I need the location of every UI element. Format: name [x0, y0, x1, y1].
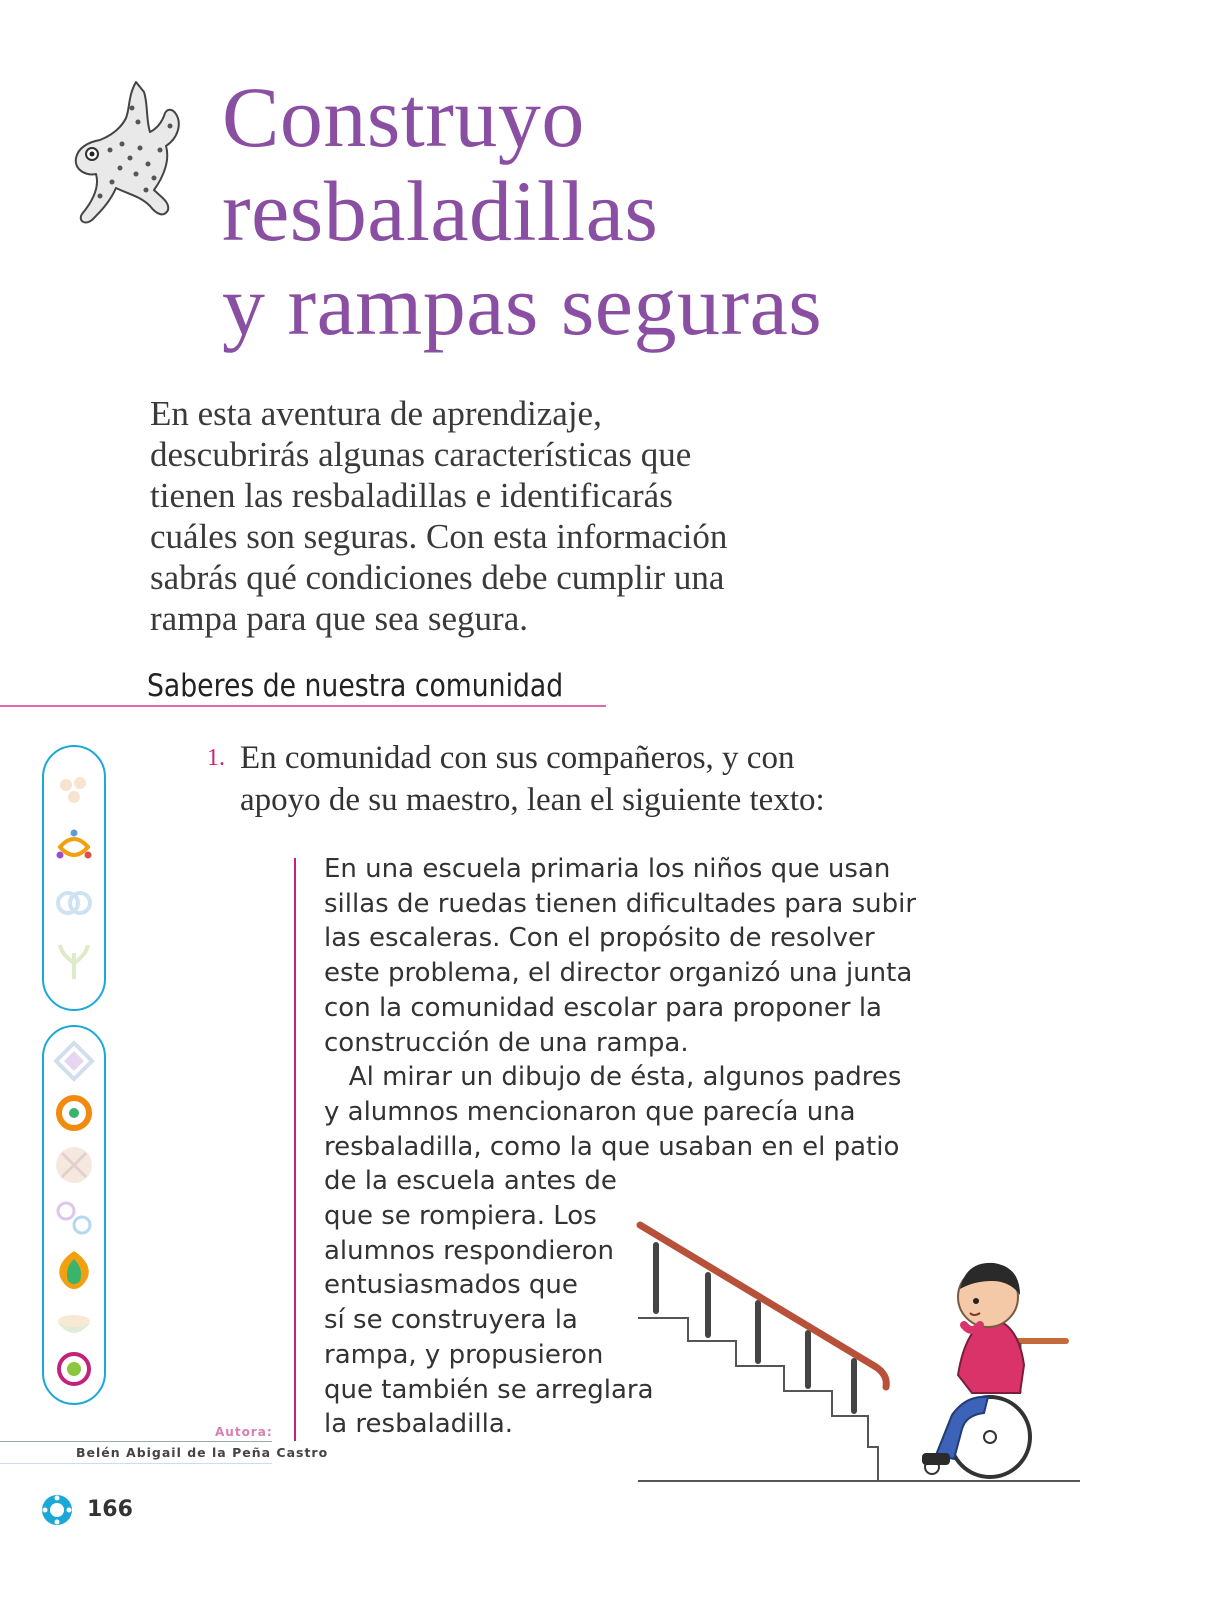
reading-line: En una escuela primaria los niños que usan: [324, 854, 891, 884]
reading-accent-bar: [294, 858, 296, 1441]
reading-line: y alumnos mencionaron que parecía una: [324, 1096, 856, 1127]
title-line: y rampas seguras: [222, 257, 823, 353]
plant-icon: [52, 939, 96, 983]
jaguar-illustration: [70, 78, 185, 233]
section-heading: Saberes de nuestra comunidad: [147, 668, 564, 704]
spiral-ring-icon: [52, 1091, 96, 1135]
reading-line: la resbaladilla.: [324, 1409, 514, 1440]
leaf-cluster-icon: [52, 769, 96, 813]
reading-line: las escaleras. Con el propósito de resolver: [324, 923, 875, 954]
intro-line: rampa para que sea segura.: [150, 599, 528, 638]
intro-line: sabrás qué condiciones debe cumplir una: [150, 558, 725, 597]
title-line: Construyo: [222, 69, 585, 165]
author-name: Belén Abigail de la Peña Castro: [76, 1445, 329, 1460]
reading-line: este problema, el director organizó una junta: [324, 958, 913, 989]
activity-line: apoyo de su maestro, lean el siguiente texto:: [240, 782, 825, 818]
reading-line: que se rompiera. Los: [324, 1201, 597, 1232]
page-title: [222, 70, 822, 352]
section-divider: [0, 705, 606, 707]
bowl-icon: [52, 1299, 96, 1343]
reading-line: sí se construyera la: [324, 1305, 578, 1336]
author-divider: [0, 1463, 272, 1464]
link-icon: [52, 1195, 96, 1239]
page-badge-icon: [40, 1493, 74, 1527]
side-tab-group-2: [42, 1025, 106, 1405]
activity-instruction: [240, 737, 825, 821]
intro-paragraph: [150, 393, 890, 639]
reading-line: rampa, y propusieron: [324, 1339, 604, 1370]
author-divider: [0, 1441, 272, 1442]
flame-leaf-icon: [52, 1247, 96, 1291]
page-number: 166: [87, 1497, 133, 1522]
stairs-wheelchair-illustration: [636, 1215, 1086, 1490]
intro-line: descubrirás algunas características que: [150, 435, 692, 474]
reading-line: resbaladilla, como la que usaban en el patio: [324, 1131, 900, 1162]
square-pattern-icon: [52, 1143, 96, 1187]
reading-line: con la comunidad escolar para proponer la: [324, 992, 882, 1023]
title-line: resbaladillas: [222, 163, 659, 259]
sun-people-icon: [52, 825, 96, 869]
diamond-icon: [52, 1039, 96, 1083]
intro-line: cuáles son seguras. Con esta información: [150, 517, 728, 556]
reading-line: sillas de ruedas tienen dificultades para subir: [324, 888, 917, 919]
interlace-icon: [52, 881, 96, 925]
reading-line: Al mirar un dibujo de ésta, algunos padres: [324, 1062, 902, 1093]
author-label: Autora:: [215, 1425, 273, 1439]
reading-line: alumnos respondieron: [324, 1235, 614, 1266]
side-tab-group-1: [42, 745, 106, 1011]
splash-circle-icon: [52, 1347, 96, 1391]
intro-line: tienen las resbaladillas e identificarás: [150, 476, 673, 515]
activity-number: 1.: [207, 745, 225, 771]
wheelchair-child-illustration: [922, 1263, 1066, 1477]
reading-line: de la escuela antes de: [324, 1166, 617, 1197]
reading-line: que también se arreglara: [324, 1374, 654, 1405]
reading-line: construcción de una rampa.: [324, 1027, 689, 1058]
reading-line: entusiasmados que: [324, 1270, 578, 1301]
activity-line: En comunidad con sus compañeros, y con: [240, 740, 795, 776]
intro-line: En esta aventura de aprendizaje,: [150, 394, 602, 433]
